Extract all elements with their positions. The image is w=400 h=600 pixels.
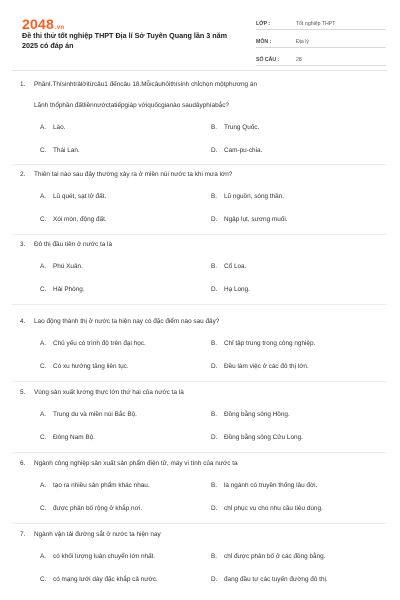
question-divider (12, 452, 386, 453)
option-text: Chủ yếu có trình độ trên đại học. (53, 340, 146, 347)
option-text: tạo ra nhiều sản phẩm khác nhau. (53, 482, 150, 489)
option-text: Phú Xuân. (53, 263, 83, 270)
option-text: Đồng bằng sông Cửu Long. (224, 434, 303, 441)
question-number: 7. (20, 531, 26, 538)
option-a[interactable] (40, 124, 65, 131)
question-stem: Lao động thành thị ở nước ta hiện nay có đặc điểm nào sau đây? (34, 318, 220, 325)
option-letter: D. (211, 147, 218, 154)
option-text: Cổ Loa. (224, 263, 247, 270)
question-stem: Ngành công nghiệp sản xuất sản phẩm điện tử, máy vi tính của nước ta (34, 460, 238, 467)
option-d[interactable] (211, 363, 309, 370)
option-c[interactable] (40, 576, 158, 583)
option-letter: D. (211, 505, 218, 512)
option-letter: C. (40, 363, 47, 370)
question-1 (20, 80, 382, 154)
option-a[interactable] (40, 411, 137, 418)
meta-value: Địa lý (296, 39, 309, 45)
option-a[interactable] (40, 553, 155, 560)
option-letter: A. (40, 193, 47, 200)
option-text: Chỉ tập trung trong công nghiệp. (224, 340, 316, 347)
question-text (20, 388, 382, 398)
question-divider (12, 381, 386, 382)
question-stem-extra: Lãnh thổphần đấtliềnnướctatiếpgiáp vớiquốcgianào saudâyphíabắc? (34, 102, 229, 109)
question-7 (20, 530, 382, 583)
option-text: chỉ được phân bố ở các đồng bằng. (224, 553, 326, 560)
question-text (20, 530, 382, 540)
option-c[interactable] (40, 216, 107, 223)
option-letter: B. (211, 193, 218, 200)
meta-value: Tốt nghiệp THPT (296, 21, 336, 27)
option-a[interactable] (40, 263, 83, 270)
option-letter: B. (211, 263, 218, 270)
logo-tld: .vn (54, 25, 65, 31)
option-text: có mạng lưới dày đặc khắp cả nước. (53, 576, 158, 583)
option-text: Có xu hướng tăng liên tục. (53, 363, 129, 370)
question-text (20, 80, 382, 90)
option-text: Hạ Long. (224, 286, 250, 293)
option-b[interactable] (211, 482, 317, 489)
option-text: Lũ quét, sạt lở đất. (53, 193, 107, 200)
option-letter: B. (211, 411, 218, 418)
question-stem: Thiên tai nào sau đây thường xảy ra ở miền núi nước ta khi mưa lớn? (34, 171, 233, 178)
option-text: Trung Quốc. (224, 124, 260, 131)
question-divider (12, 304, 386, 305)
question-text (20, 317, 382, 327)
meta-row-subject (256, 32, 386, 48)
option-letter: B. (211, 340, 218, 347)
option-text: Trung du và miền núi Bắc Bộ. (53, 411, 137, 418)
question-5 (20, 388, 382, 441)
option-text: Đều làm việc ở các đô thị lớn. (224, 363, 309, 370)
question-3 (20, 240, 382, 293)
question-divider (12, 523, 386, 524)
question-4 (20, 317, 382, 370)
option-letter: A. (40, 124, 47, 131)
question-text (20, 170, 382, 180)
meta-row-class (256, 14, 386, 30)
option-letter: C. (40, 576, 47, 583)
option-letter: B. (211, 124, 218, 131)
option-b[interactable] (211, 193, 284, 200)
option-letter: C. (40, 434, 47, 441)
option-d[interactable] (211, 434, 303, 441)
question-6 (20, 459, 382, 512)
option-letter: A. (40, 340, 47, 347)
option-letter: B. (211, 482, 218, 489)
header (12, 10, 388, 66)
option-text: Cam-pu-chia. (224, 147, 263, 154)
option-text: được phân bố rộng ở khắp nơi. (53, 505, 142, 512)
option-letter: C. (40, 216, 47, 223)
option-text: có khối lượng luân chuyển lớn nhất. (53, 553, 156, 560)
option-b[interactable] (211, 553, 326, 560)
option-letter: C. (40, 286, 47, 293)
question-stem: Đô thị đầu tiên ở nước ta là (34, 241, 113, 248)
logo-text: 2048 (22, 16, 54, 32)
option-letter: D. (211, 286, 218, 293)
option-letter: D. (211, 363, 218, 370)
question-number: 5. (20, 389, 26, 396)
option-a[interactable] (40, 193, 106, 200)
option-letter: A. (40, 482, 47, 489)
question-text (20, 240, 382, 250)
option-letter: A. (40, 411, 47, 418)
exam-meta (256, 14, 386, 68)
header-divider (12, 70, 388, 71)
question-stem: PhầnI.Thísinhtrảlờitừcâu1 đếncâu 18.Mỗicâuhỏithísinh chỉchọn mộtphương án (34, 81, 257, 88)
option-text: Hải Phòng. (53, 286, 85, 293)
site-logo[interactable] (22, 16, 64, 32)
option-letter: D. (211, 434, 218, 441)
option-b[interactable] (211, 124, 259, 131)
option-letter: A. (40, 263, 47, 270)
option-b[interactable] (211, 263, 246, 270)
option-letter: D. (211, 216, 218, 223)
option-text: Thái Lan. (53, 147, 80, 154)
meta-label: LỚP : (256, 21, 271, 27)
question-2 (20, 170, 382, 223)
option-d[interactable] (211, 216, 288, 223)
option-text: Ngập lụt, sương muối. (224, 216, 288, 223)
question-divider (12, 164, 386, 165)
exam-title: Đề thi thử tốt nghiệp THPT Địa lí Sở Tuyên Quang lần 3 năm 2025 có đáp án (22, 31, 228, 50)
option-b[interactable] (211, 411, 290, 418)
option-d[interactable] (211, 576, 328, 583)
option-text: Đông Nam Bộ. (53, 434, 95, 441)
option-text: Lào. (53, 124, 66, 131)
option-d[interactable] (211, 286, 250, 293)
option-d[interactable] (211, 505, 323, 512)
question-number: 1. (20, 81, 26, 88)
meta-label: MÔN : (256, 39, 272, 45)
option-b[interactable] (211, 340, 315, 347)
option-c[interactable] (40, 286, 85, 293)
question-stem: Vùng sản xuất lương thực lớn thứ hai của nước ta là (34, 389, 184, 396)
question-stem: Ngành vận tải đường sắt ở nước ta hiện nay (34, 531, 161, 538)
question-text (20, 459, 382, 469)
meta-label: SỐ CÂU : (256, 57, 280, 63)
option-c[interactable] (40, 505, 142, 512)
option-a[interactable] (40, 482, 150, 489)
option-text: chỉ phục vụ cho nhu cầu tiêu dùng. (224, 505, 323, 512)
option-text: Xói mòn, động đất. (53, 216, 107, 223)
option-letter: A. (40, 553, 47, 560)
option-c[interactable] (40, 147, 80, 154)
option-letter: B. (211, 553, 218, 560)
option-text: đang đầu tư các tuyến đường đô thị. (224, 576, 328, 583)
meta-row-count (256, 50, 386, 66)
question-number: 6. (20, 460, 26, 467)
option-text: là ngành có truyền thống lâu đời. (224, 482, 318, 489)
option-d[interactable] (211, 147, 262, 154)
question-number: 4. (20, 318, 26, 325)
meta-value: 28 (296, 57, 302, 63)
option-text: Lũ nguồn, sóng thần. (224, 193, 285, 200)
question-number: 3. (20, 241, 26, 248)
option-letter: C. (40, 505, 47, 512)
option-letter: D. (211, 576, 218, 583)
question-divider (12, 234, 386, 235)
option-c[interactable] (40, 363, 129, 370)
option-a[interactable] (40, 340, 146, 347)
option-text: Đồng bằng sông Hồng. (224, 411, 290, 418)
question-number: 2. (20, 171, 26, 178)
option-letter: C. (40, 147, 47, 154)
option-c[interactable] (40, 434, 95, 441)
